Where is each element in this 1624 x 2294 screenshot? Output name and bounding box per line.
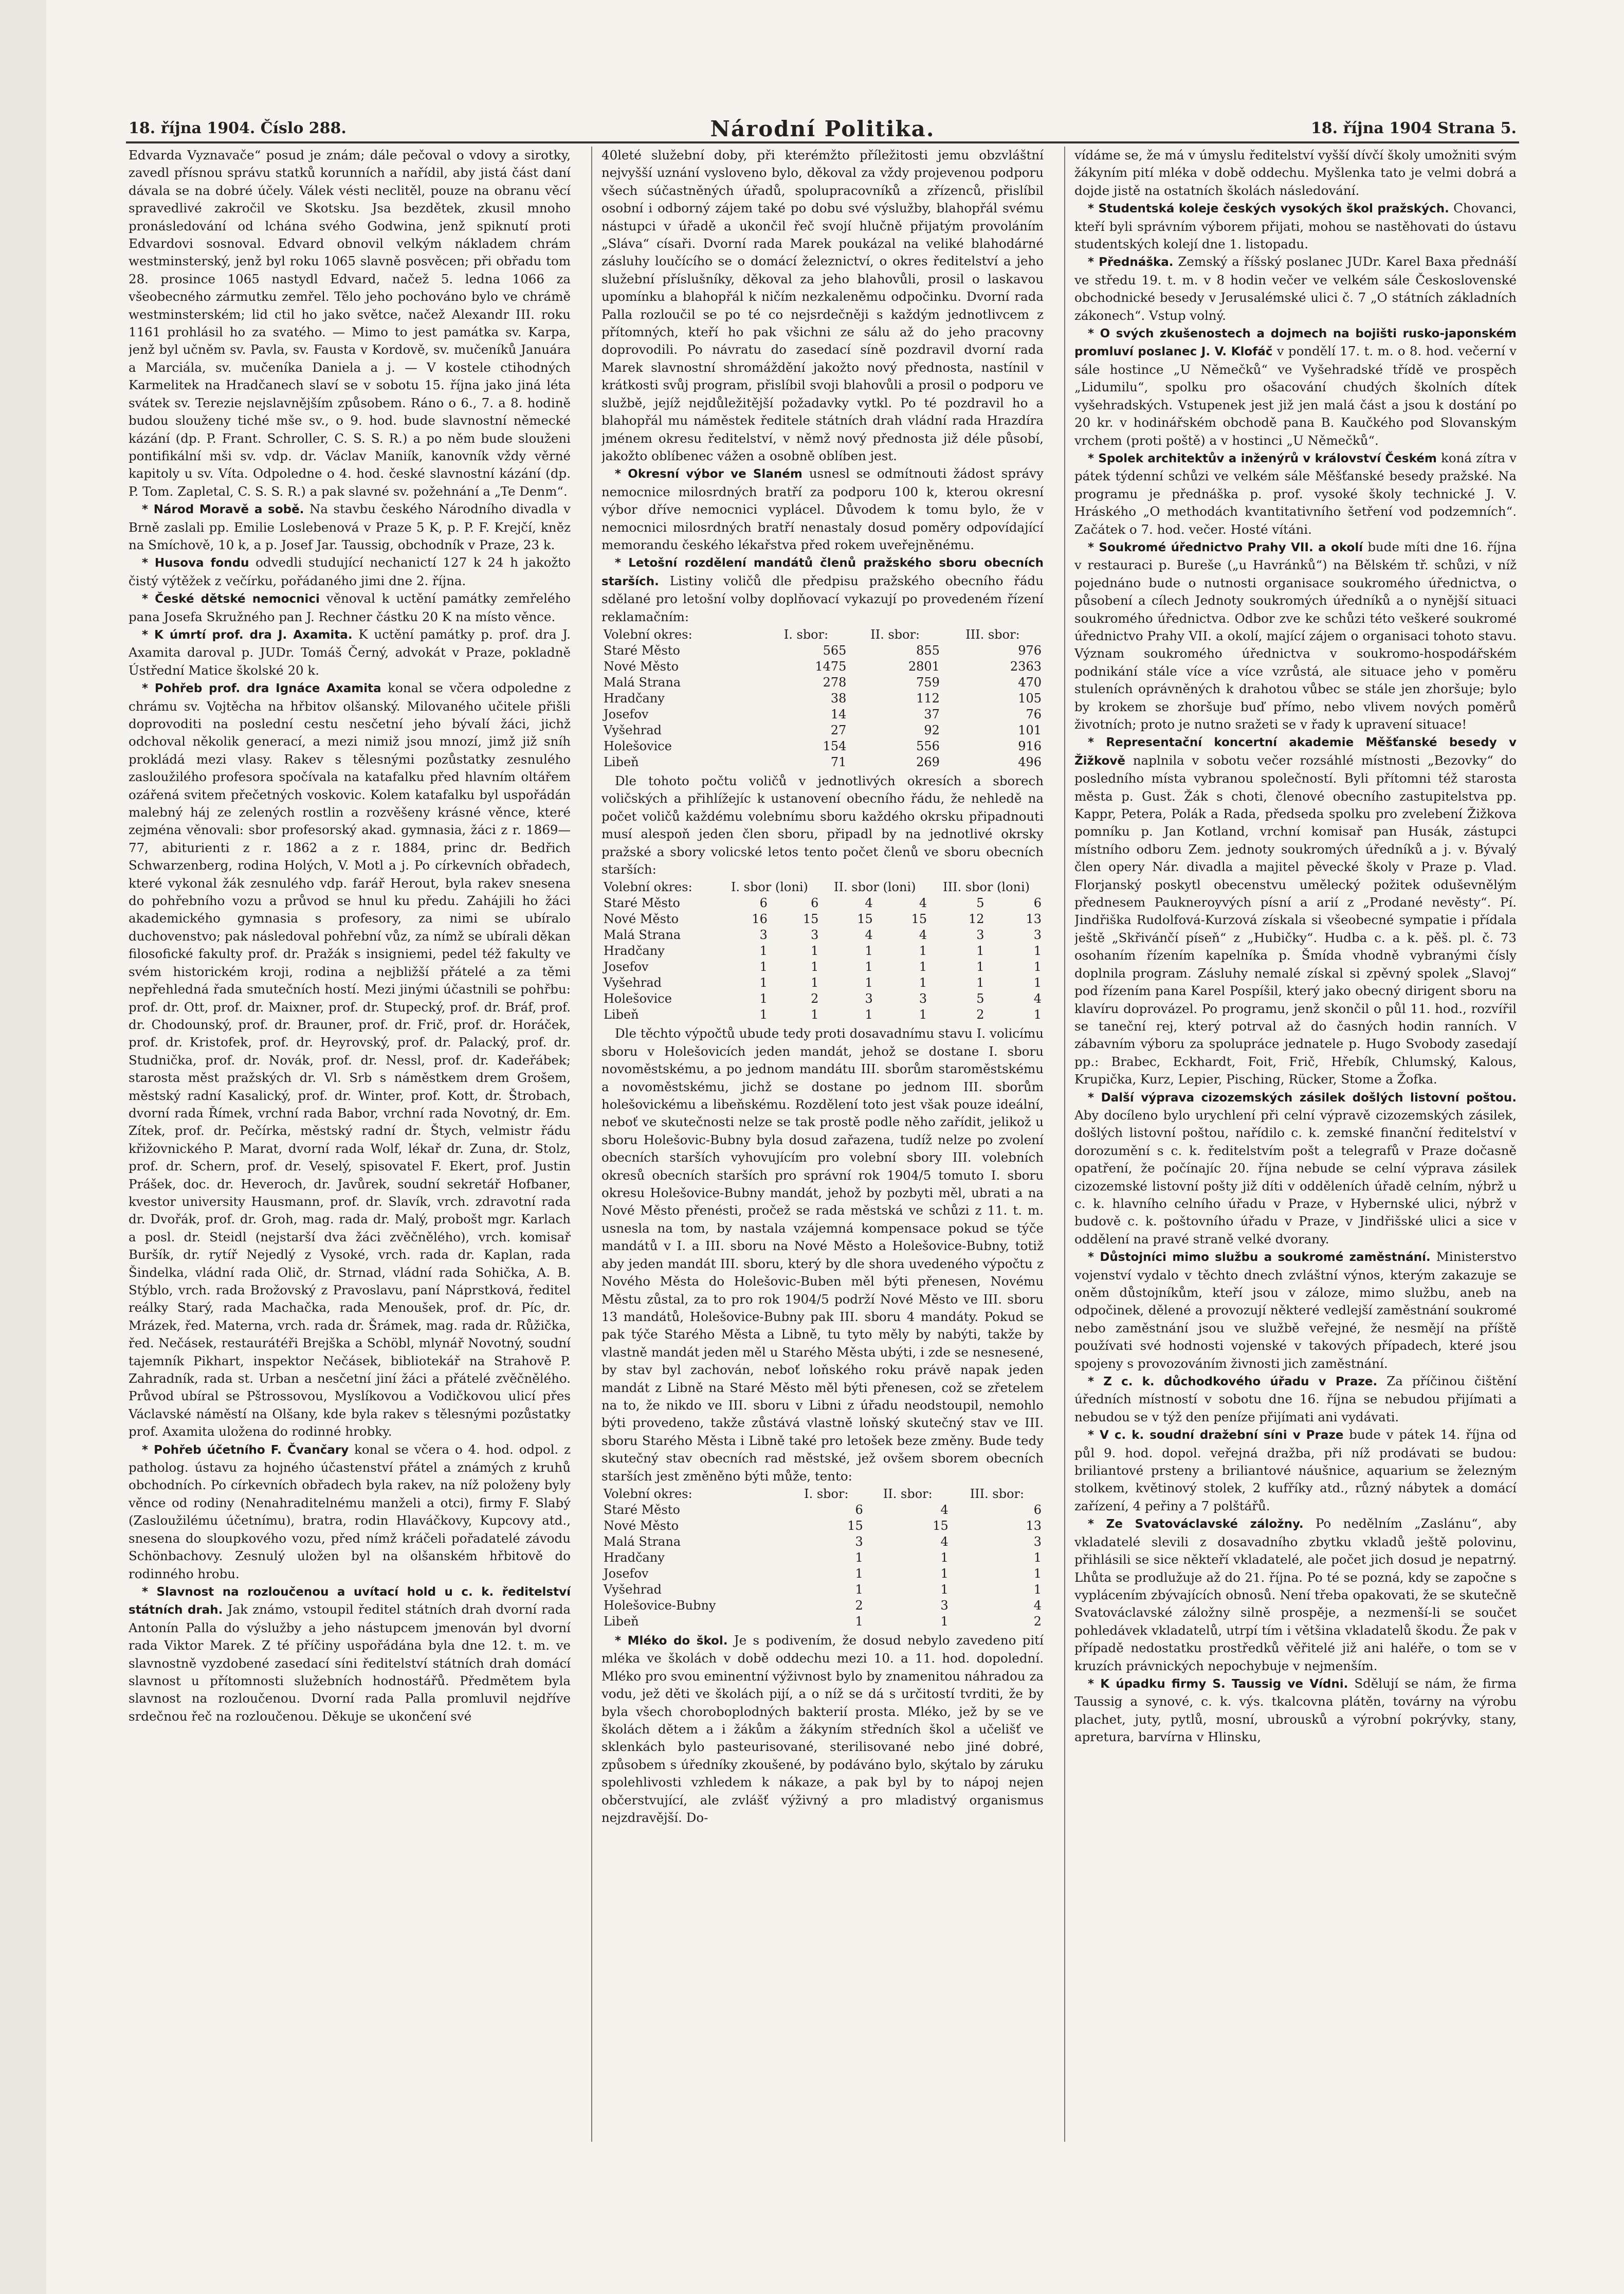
table-cell: 1 [1033,1566,1042,1581]
table-cell: 27 [830,722,847,737]
table-row [601,895,1044,911]
table-row [601,1598,1044,1614]
article [1074,1372,1517,1426]
article-text: naplnila v sobotu večer rozsáhlé místnosti „Bezovky“ do posledního místa vybranou společností. Byli přítomni též starosta města p. Gust. Žák s choti, členové obecního zastupitelstva pp. Kappr, Petera, Polák a Rada, předseda spolku pro zvelebení Žižkova pomníku p. Jan Kotland, vrchní komisař pan Husák, zástupci místního odboru Zem. jednoty soukromých úředníků a j. v. Bývalý člen opery Nár. divadla a majitel pěvecké školy v Praze p. Vlad. Florjanský poskytl obecenstvu umělecký požitek oduševnělým přednesem Paukneroyvých písní a arií z „Prodané nevěsty“. Pí. Jindřiška Rudolfová-Kurzová získala si všeobecné sympatie i přídala ještě „Skřivánčí píseň“ z „Hubičky“. Hudba c. a k. pěš. pl. č. 73 osohaním řízením kapelníka p. Šmída vhodně vybranými čísly doplnila program. Zásluhy nemalé získal si zpěvný spolek „Slavoj“ pod řízením pana Karel Pospíšil, který jako obecný dirigent sboru na klavíru doprovázel. Po programu, jenž skončil o půl 11. hod., rozvířil se taneční rej, který potrval až do časných hodin ranních. V zábavním výboru za spolupráce jednatele p. Hugo Svobody zasedají pp.: Brabec, Eckhardt, Foit, Frič, Hřebík, Chlumský, Kalous, Krupička, Kurz, Lepier, Pisching, Rücker, Stome a Žofka. [1074,752,1517,1087]
table-row [601,643,1044,659]
table-header-row [601,627,1044,643]
article-text: Dle tohoto počtu voličů v jednotlivých okresích a sborech voličských a přihlížejíc k ustanovení obecního řádu, že nehledě na počet voličů každému volebnímu sboru každého okrsku připadnouti musí alespoň jeden člen sboru, připadl by na jednotlivé okrsky pražské a sbory volicské letos tento počet členů ve sboru obecních starších: [601,773,1044,877]
table-row [601,754,1044,770]
mandate-distribution-table [601,879,1044,1023]
table-cell: 1 [1033,960,1042,974]
table-cell: 2363 [1010,659,1042,674]
table-cell: Vyšehrad [604,1582,662,1597]
table-cell: 4 [940,1534,948,1549]
table-header-row [601,1486,1044,1502]
table-header-cell: III. sbor: [965,627,1020,642]
article [601,1632,1044,1827]
table-cell: 6 [811,896,819,911]
article-text: bude v pátek 14. října od půl 9. hod. dopol. veřejná dražba, při níž prodávati se budou: briliantové prsteny a briliantové náušnice, aquarium se železným stolkem, květinový stolek, 2 kufříky atd., různý nábytek a domácí zařízení, 4 peřiny a 7 polštářů. [1074,1427,1517,1513]
table-cell: 1 [759,960,768,974]
article [1074,1248,1517,1372]
table-cell: Nové Město [604,1518,679,1533]
column-divider [1064,147,1065,2142]
table-cell: 759 [916,675,940,690]
table-header-cell: I. sbor: [783,627,829,642]
table-cell: Staré Město [604,896,680,911]
article-heading: * Z c. k. důchodkového úřadu v Praze. [1088,1375,1378,1389]
article [1074,200,1517,253]
article-text: Na stavbu českého Národního divadla v Brně zaslali pp. Emilie Loslebenová v Praze 5 K, p. P. F. Krejčí, kněz na Smíchově, 10 k, a p. Josef Jar. Taussig, obchodník v Praze, 23 k. [129,501,571,552]
table-row [601,659,1044,675]
column-divider [591,147,592,2142]
table-cell: 2 [811,991,819,1006]
voter-count-table [601,627,1044,770]
article [1074,1089,1517,1249]
article-text: konal se včera o 4. hod. odpol. z patholog. ústavu za hojného účastenství přátel a známých z kruhů obchodních. Po církevních obřadech byla rakev, na níž položeny byly věnce od rodiny (Nenahraditelnému manželi a otci), firmy F. Slabý (Zasloužilému účetnímu), bratra, rodin Hlaváčkovy, Kupcovy atd., snesena do sloupkového vozu, před nímž kráčeli pořadatelé závodu Schönbachovy. Zesnulý uložen byl na olšanském hřbitově do rodinného hrobu. [129,1441,571,1581]
article-heading: * Pohřeb prof. dra Ignáce Axamita [142,682,381,696]
article-text: koná zítra v pátek týdenní schůzi ve velkém sále Měšťanské besedy pražské. Na programu je přednáška p. prof. vysoké školy technické J. V. Hráského „O methodách kvantitativního šetření vod podzemních“. Začátek o 7. hod. večer. Hosté vítáni. [1074,450,1517,537]
table-cell: 3 [759,928,768,943]
table-cell: Libeň [604,1614,639,1629]
table-header-cell: Volební okres: [604,880,692,895]
table-cell: 6 [759,896,768,911]
column-2 [601,147,1044,2157]
article-heading: * K úpadku firmy S. Taussig ve Vídni. [1088,1677,1348,1691]
table-cell: 15 [911,912,927,927]
table-cell: 71 [830,754,847,769]
article-text: Aby docíleno bylo urychlení při celní výpravě cizozemských zásilek, došlých listovní poštou, nařídilo c. k. zemské finanční ředitelství v dorozumění s c. k. ředitelstvím pošt a telegrafů v Praze dočasně opatření, že počínajíc 20. října nebude se celní výprava zásilek cizozemské listovní pošty již díti v odděleních úřadě celním, nýbrž u c. k. hlavního celního úřadu v Praze, v Hybernské ulici, nýbrž v budově c. k. poštovního úřadu v Praze, v Jindřišské ulici a sice v oddělení na pravé straně velké dvorany. [1074,1107,1517,1247]
table-cell: 1 [976,960,984,974]
table-cell: 1 [976,976,984,990]
table-cell: Hradčany [604,691,665,706]
table-cell: 6 [855,1502,863,1517]
table-row [601,1007,1044,1023]
table-cell: 278 [823,675,847,690]
table-header-cell: I. sbor: [804,1486,849,1501]
article-heading: * V c. k. soudní dražební síni v Praze [1088,1429,1344,1442]
table-header-cell: II. sbor: [870,627,920,642]
table-cell: Nové Město [604,912,679,927]
article [1074,324,1517,449]
article-heading: * K úmrtí prof. dra J. Axamita. [142,628,353,642]
table-cell: 1 [759,991,768,1006]
article-text: v pondělí 17. t. m. o 8. hod. večerní v sále hostince „U Němečků“ ve Vyšehradské třídě ve prospěch „Lidumilu“, spolku pro ošacování chudých školních dítek vyšehradských. Vstupenek jest již jen malá část a jsou k dostání po 20 kr. v hodinářském obchodě pana B. Kaučkého pod Slovanským vrchem (proti poště) a v hostinci „U Němečků“. [1074,344,1517,448]
table-cell: 1 [811,976,819,990]
table-cell: 5 [976,896,984,911]
table-cell: 1 [1033,976,1042,990]
table-cell: Holešovice [604,738,672,753]
table-cell: 4 [1033,1598,1042,1613]
table-header-cell: Volební okres: [604,627,692,642]
table-row [601,1534,1044,1550]
article [129,500,571,554]
article-text: Edvarda Vyznavače“ posud je znám; dále pečoval o vdovy a sirotky, zavedl přísnou správu statků korunních a nařídil, aby jistá část daní dávala se na dobré účely. Válek vésti neclitěl, pouze na obranu věcí spravedlivé zakročil ve Skotsku. Jsa bezdětek, zkusil mnoho pronásledování od lchána svého Godwina, jenž spiknutí proti Edvardovi sosnoval. Edvard obnovil velkým nákladem chrám westminsterský, jenž byl roku 1065 slavně posvěcen; při obřadu tom 28. prosince 1065 nastydl Edvard, načež 5. ledna 1066 za všeobecného zármutku zemřel. Tělo jeho pochováno bylo ve chrámě westminsterském; lid ctil ho jako světce, načež Alexandr III. roku 1161 prohlásil ho za svatého. — Mimo to jest památka sv. Karpa, jenž byl učněm sv. Pavla, sv. Fausta v Kordově, sv. mučeníků Januára a Marciála, sv. mučeníka Daniela a j. — V kostele ctihodných Karmelitek na Hradčanech slaví se v sobotu 15. října jako jiná léta svátek sv. Terezie nejslavnějším způsobem. Ráno o 6., 7. a 8. hodině budou slouženy tiché mše sv., o 9. hod. bude slavnostní německé kázání (dp. P. Frant. Schroller, C. S. S. R.) a po něm bude slouženi pontifikální mši sv. vdp. dr. Václav Maniík, kanovník vždy věrné kapitoly u sv. Víta. Odpoledne o 4. hod. české slavnostní kázání (dp. P. Tom. Zapletal, C. S. S. R.) a pak slavné sv. požehnání a „Te Denm“. [129,148,571,499]
table-cell: 556 [916,738,940,753]
table-header-cell: III. sbor: [970,1486,1025,1501]
table-cell: 470 [1018,675,1042,690]
article-heading: * Přednáška. [1088,256,1174,269]
table-cell: 76 [1026,707,1042,721]
table-cell: 1 [855,1582,863,1597]
table-cell: Holešovice-Bubny [604,1598,716,1613]
article [1074,1675,1517,1746]
article-text: Dle těchto výpočtů ubude tedy proti dosavadnímu stavu I. volicímu sboru v Holešovicích jeden mandát, jehož se dostane I. sboru novoměstskému, a po jednom mandátu III. sborům staroměstskému a novoměstskému, jichž se dostane po jednom III. sborům holešovickému a libeňskému. Rozdělení toto jest však pouze ideální, neboť ve skutečnosti nelze se tak prostě podle něho zařídit, jelikož u sboru Holešovic-Bubny byla dosud zařazena, tudíž nelze po zvolení obecních starších vyhovujícím pro volební sbory III. volebních okresů obecních starších pro správní rok 1904/5 tomuto I. sboru okresu Holešovice-Bubny mandát, jehož by pozbyti měl, ubrati a na Nové Město přenésti, pročež se rada městská ve schůzi z 11. t. m. usnesla na tom, by nastala vzájemná kompensace pokud se týče mandátů v I. a III. sboru na Nové Město a Holešovice-Bubny, totiž aby jeden mandát III. sboru, který by dle shora uvedeného výpočtu z Nového Města do Holešovic-Buben měl býti přenesen, Novému Městu zůstal, za to pro rok 1904/5 podrží Nové Město ve III. sboru 13 mandátů, Holešovice-Bubny pak III. sboru 4 mandáty. Pokud se pak týče Starého Města a Libně, tu tyto měly by nabýti, takže by vlastně mandát jeden měl u Starého Města ubýti, i zde se nesnesené, by stav byl zachován, neboť loňského roku právě napak jeden mandát z Libně na Staré Město měl býti přenesen, což se zřetelem na to, že nikdo ve III. sboru v Libni z úřadu neodstoupil, nemohlo býti provedeno, takže zůstává vlastně loňský skutečný stav ve III. sboru Starého Města i Libně také pro letošek beze změny. Bude tedy skutečný stav obecních rad městské, jež ovšem sborem obecních starších jest změněno býti může, tento: [601,1026,1044,1484]
article-heading: * Soukromé úřednictvo Prahy VII. a okolí [1088,540,1363,554]
article-text: odvedli studující nechanictí 127 k 24 h jakožto čistý výtěžek z večírku, pořádaného jimi dne 2. října. [129,555,571,588]
table-header-cell: II. sbor (loni) [834,880,916,895]
page-margin [0,0,46,2294]
table-cell: Malá Strana [604,928,681,943]
article-heading: * Spolek architektův a inženýrů v království Českém [1088,451,1437,465]
article-text: konal se včera odpoledne z chrámu sv. Vojtěcha na hřbitov olšanský. Milovaného učitele přišli doprovoditi na poslední cestu nesčetní jeho bývalí žáci, jichž odchoval několik generací, a mezi nimiž jsou mnozí, jimž již sníh prokládá mezi vlasy. Rakev s tělesnými pozůstatky zesnulého zasloužilého profesora spočívala na katafalku před hlavním oltářem ozářená svitem přečetných voskovic. Kolem katafalku byl uspořádán malebný háj ze zelených rostlin a rozvěšeny krásné věnce, které zejména věnovali: sbor profesorský akad. gymnasia, žáci z r. 1869—77, abiturienti z r. 1862 a z r. 1884, princ dr. Bedřich Schwarzenberg, rodina Holých, V. Motl a j. Po církevních obřadech, které vykonal žák zesnulého vdp. farář Herout, byla rakev snesena do pohřebního vozu a průvod se hnul ku předu. Zahájili ho žáci akademického gymnasia s profesory, za nimi se ubíralo duchovenstvo; pak následoval pohřební vůz, za nímž se ubírali děkan filosofické fakulty prof. dr. Pražák s insigniemi, pedel též fakulty ve svém historickém kroji, rodina a nejbližší přátelé a za těmi nepřehledná řada smutečních hostí. Mezi jinými účastnili se pohřbu: prof. dr. Ott, prof. dr. Maixner, prof. dr. Stupecký, prof. dr. Bráf, prof. dr. Chodounský, prof. dr. Brauner, prof. dr. Frič, prof. dr. Horáček, prof. dr. Kristofek, prof. dr. Heyrovský, prof. dr. Palacký, prof. dr. Studnička, prof. dr. Novák, prof. dr. Nessl, prof. dr. Kadeřábek; starosta měst pražských dr. Vl. Srb s náměstkem drem Grošem, městský radní Kasalický, prof. dr. Winter, prof. Kott, dr. Štrobach, dvorní rada Římek, vrchní rada Babor, vrchní rada Novotný, dr. Em. Zítek, prof. dr. Pečírka, městský radní dr. Štych, velmistr řádu křižovnického P. Marat, dvorní rada Wolf, lékař dr. Zuna, dr. Stolz, prof. dr. Schern, prof. dr. Veselý, spisovatel F. Ekert, prof. Justin Prášek, doc. dr. Heveroch, dr. Javůrek, soudní sekretář Hofbaner, kvestor university Hausmann, prof. dr. Slavík, vrch. zdravotní rada dr. Dvořák, prof. dr. Groh, mag. rada dr. Malý, probošt mgr. Karlach a posl. dr. Steidl (nejstarší dva žáci zvěčnělého), vrch. komisař Buršík, dr. rytíř Nejedlý z Vysoké, vrch. rada dr. Kaplan, rada Šindelka, vládní rada Olič, dr. Strnad, vládní rada Sohička, A. B. Stýblo, vrch. rada Brožovský z Pravoslavu, paní Náprstková, ředitel reálky Starý, rada Machačka, rada Menoušek, prof. dr. Píc, dr. Mrázek, řed. Materna, vrch. rada dr. Šrámek, mag. rada dr. Růžička, řed. Nečásek, restaurátéři Brejška a Schöbl, mlynář Novotný, soudní tajemník Pikhart, inspektor Nečásek, bibliotekář na Strahově P. Zahradník, rada st. Urban a nesčetní jiní žáci a přátelé zvěčnělého. Průvod ubíral se Pštrossovou, Myslíkovou a Vodičkovou ulicí přes Václavské náměstí na Olšany, kde byla rakev s tělesnými pozůstatky prof. Axamita uložena do rodinné hrobky. [129,680,571,1439]
table-row [601,675,1044,691]
table-cell: 3 [811,928,819,943]
article-heading: * Další výprava cizozemských zásilek došlých listovní poštou. [1088,1091,1517,1105]
table-row [601,975,1044,991]
table-cell: 1 [759,1007,768,1022]
table-cell: 2 [855,1598,863,1613]
table-cell: 15 [857,912,873,927]
article-heading: * Důstojníci mimo službu a soukromé zaměstnání. [1088,1251,1431,1265]
article [1074,449,1517,538]
article-heading: * Letošní rozdělení mandátů členů pražského sboru obecních starších. [601,556,1044,588]
table-row [601,943,1044,959]
table-row [601,738,1044,754]
table-row [601,911,1044,927]
article-heading: * Representační koncertní akademie Měšťanské besedy v Žižkově [1074,736,1517,768]
article [129,554,571,590]
table-row [601,959,1044,975]
table-row [601,1550,1044,1566]
table-cell: 5 [976,991,984,1006]
table-row [601,691,1044,707]
table-cell: 12 [969,912,984,927]
article [129,626,571,679]
final-mandate-table [601,1486,1044,1630]
table-cell: Vyšehrad [604,722,662,737]
article-heading: * Pohřeb účetního F. Čvančary [142,1443,349,1457]
table-cell: 3 [855,1534,863,1549]
table-cell: 154 [823,738,847,753]
article-heading: * Ze Svatováclavské záložny. [1088,1518,1304,1531]
table-cell: 4 [919,928,927,943]
table-cell: Josefov [604,1566,649,1581]
table-header-row [601,879,1044,895]
table-cell: 15 [847,1518,863,1533]
table-cell: 1475 [815,659,847,674]
article [129,1583,571,1725]
table-cell: 1 [976,944,984,959]
table-cell: Josefov [604,707,649,721]
table-cell: 2 [1033,1614,1042,1629]
table-cell: 3 [919,991,927,1006]
table-cell: 6 [1033,896,1042,911]
table-cell: Staré Město [604,1502,680,1517]
table-cell: 16 [752,912,768,927]
article-text: Sdělují se nám, že firma Taussig a synové, c. k. výs. tkalcovna plátěn, továrny na výrobu plachet, juty, pytlů, mosní, ubrousků a výrobní pokrývky, stany, apretura, barvírna v Hlinsku, [1074,1675,1517,1745]
article-text: bude míti dne 16. října v restauraci p. Bureše („u Havránků“) na Bělském tř. schůzi, v níž pojednáno bude o nutnosti organisace soukromého úřednictva, o působení a cílech Jednoty soukromých úředníků a o nynější situaci soukromého úřednictva. Odbor zve ke schůzi této veškeré soukromé úřednictvo Prahy VII. a okolí, mající zájem o organisaci tohoto stavu. Význam soukromého úřednictva v soukromo-hospodářském podnikání stále více a více vzrůstá, ale situace jeho v poměru stuleních oprávněných k drahotou vůbec se stále jen zhoršuje; bylo by krokem se zhoršuje buď přímo, nebo vlivem nových poměrů životních; proto je nutno sražeti se v řady k upravení situace! [1074,539,1517,732]
table-cell: 4 [1033,991,1042,1006]
table-cell: 13 [1026,912,1042,927]
table-cell: 1 [855,1550,863,1565]
article-text: věnoval k uctění památky zemřelého pana Josefa Skružného pan J. Rechner částku 20 K na místo věnce. [129,591,571,624]
article-heading: * Slavnost na rozloučenou a uvítací hold u c. k. ředitelství státních drah. [129,1585,571,1617]
header-date-page: 18. října 1904 Strana 5. [1310,119,1517,137]
article [129,679,571,1440]
table-cell: 1 [1033,1007,1042,1022]
article-text: Ministerstvo vojenství vydalo v těchto dnech zvláštní výnos, kterým zakazuje se oněm důstojníkům, kteří jsou v záloze, mimo službu, aneb na odpočinek, dělené a provozují některé vedlejší zaměstnání soukromé nebo zaměstnání jsou ve službě veřejné, že nesmějí na příště používati své hodnosti vojenské v takových případech, které jsou spojeny s provozováním živnosti jich zaměstnání. [1074,1249,1517,1371]
table-header-cell: III. sbor (loni) [943,880,1030,895]
table-cell: 3 [865,991,873,1006]
article-heading: * Národ Moravě a sobě. [142,503,304,517]
table-cell: 1 [919,1007,927,1022]
table-cell: 37 [924,707,940,721]
table-cell: 1 [940,1614,948,1629]
table-cell: Hradčany [604,1550,665,1565]
article-text: Chovanci, kteří byli správním výborem přijati, mohou se nastěhovati do ústavu studentských kolejí dne 1. listopadu. [1074,201,1517,252]
article [601,554,1044,626]
article [129,590,571,626]
article-text: Po nedělním „Zaslánu“, aby vkladatelé slevili z dosavadního zbytku vkladů ještě polovinu, přihlásili se sice někteří vkladatelé, ale počet jich dosud je nepatrný. Lhůta se prodlužuje až do 21. října. Po té se pozná, kdy se započne s vyplácením zbývajících obnosů. Není třeba opakovati, že se skutečně Svatováclavské záložny silně prospěje, a nezmenší-li se součet pohledávek vkladatelů, utrpí tím i většina vkladatelů škodu. Že pak v případě nedostatku prostředků věřitelé již ani haléře, o tom se v kruzích právnických nepochybuje v nejmenším. [1074,1516,1517,1673]
table-cell: Holešovice [604,991,672,1006]
article-heading: * Husova fondu [142,556,249,570]
table-cell: 496 [1018,754,1042,769]
article-heading: * Mléko do škol. [615,1634,728,1648]
column-1 [129,147,571,2157]
article-text: Je s podivením, že dosud nebylo zavedeno pití mléka ve školách v době oddechu mezi 10. a 11. hod. dopolední. Mléko pro svou eminentní výživnost bylo by znamenitou náhradou za vodu, jež děti ve školách pijí, a o níž se dá s určitostí tvrditi, že by byla všech choroboplodných bakterií prosta. Mléko, jež by se ve školách dětem a i žákům a žákyním středních škol a učelišť ve sklenkách bylo pasteurisované, sterilisované nebo jiné dobré, způsobem s úředníky zkoušené, by podáváno bylo, skýtalo by záruku spolehlivosti vzhledem k nákaze, a pak byl by to nápoj nejen občerstvující, ale zvlášť výživný a pro mladistvý organismus nejzdravější. Do- [601,1632,1044,1826]
article-heading: * České dětské nemocnici [142,592,320,606]
table-row [601,722,1044,738]
table-cell: 1 [811,944,819,959]
table-cell: 92 [924,722,940,737]
table-cell: 4 [940,1502,948,1517]
article-text: 40leté služební doby, při kterémžto příležitosti jemu obzvláštní nejvyšší uznání vysloveno bylo, děkoval za vždy projevenou podporu všech súčastněných úřadů, spolupracovníků a zřízenců, přislíbil osobní i odborný zájem také po dobu své výslužby, blahopřál svému nástupci v úřadě a ukončil řeč svojí hlučně přijatým provoláním „Sláva“ císaři. Dvorní rada Marek poukázal na veliké blahodárné zásluhy loučícího se o domácí železnictví, o okres ředitelství a jeho služební příslušníky, děkoval za jeho blahovůli, prosil o laskavou upomínku a blahopřál k ničím nezkaleněmu odpočinku. Dvorní rada Palla rozloučil se po té co nejsrdečněji s každým jednotlivcem z přítomných, kteří ho pak všichni ze sálu až do jeho pracovny doprovodili. Po návratu do zasedací síně pozdravil dvorní rada Marek slavnostní shromáždění jakožto nový přednosta, nastínil v krátkosti svůj program, přislíbil svoji blahovůli a prosil o podporu ve službě, jejíž nejdůležitější požadavky vytkl. Po té pozdravil ho a blahopřál mu náměstek ředitele státních drah vládní rada Hrazdíra jménem okresu ředitelství, v němž nový přednosta již déle působí, jakožto oblíbenec vážen a osobně oblíben jest. [601,148,1044,463]
table-cell: 1 [855,1566,863,1581]
table-cell: 1 [811,960,819,974]
table-header-cell: I. sbor (loni) [731,880,808,895]
article-text: Zemský a říšský poslanec JUDr. Karel Baxa přednáší ve středu 19. t. m. v 8 hodin večer ve velkém sále Československé obchodnické besedy v Jerusalémské ulici č. 7 „O státních základních zákonech“. Vstup volný. [1074,254,1517,323]
table-cell: 4 [865,896,873,911]
article-text: Listiny voličů dle předpisu pražského obecního řádu sdělané pro letošní volby doplňovací vykazují po provedeném řízení reklamačním: [601,573,1044,624]
table-cell: 1 [811,1007,819,1022]
table-header-cell: II. sbor: [883,1486,933,1501]
table-cell: 1 [919,944,927,959]
article-text: Za příčinou čištění úředních místností v sobotu dne 16. října se nebudou přijímati a nebudou se v týž den peníze přijímati ani vydávati. [1074,1374,1517,1424]
table-cell: Malá Strana [604,1534,681,1549]
article [129,1441,571,1583]
table-cell: 1 [1033,1550,1042,1565]
table-cell: Josefov [604,960,649,974]
table-row [601,1582,1044,1598]
table-cell: 38 [830,691,847,706]
table-cell: 1 [759,944,768,959]
table-row [601,1502,1044,1518]
table-cell: 1 [1033,1582,1042,1597]
article [1074,1515,1517,1675]
table-cell: 1 [919,960,927,974]
table-row [601,1566,1044,1582]
table-cell: 1 [1033,944,1042,959]
table-cell: Vyšehrad [604,976,662,990]
table-cell: 565 [823,643,847,658]
table-cell: 1 [940,1550,948,1565]
table-cell: Nové Město [604,659,679,674]
table-row [601,1518,1044,1534]
table-cell: 15 [802,912,819,927]
table-cell: 976 [1018,643,1042,658]
article-text: K uctění památky p. prof. dra J. Axamita daroval p. JUDr. Tomáš Černý, advokát v Praze, pokladně Ústřední Matice školské 20 k. [129,626,571,678]
table-cell: Staré Město [604,643,680,658]
table-cell: 3 [1033,1534,1042,1549]
table-cell: 4 [919,896,927,911]
article-heading: * O svých zkušenostech a dojmech na bojišti rusko-japonském promluví poslanec J. V. Klofáč [1074,327,1517,359]
table-row [601,927,1044,943]
table-cell: Libeň [604,1007,639,1022]
table-cell: 855 [916,643,940,658]
table-cell: 1 [919,976,927,990]
table-cell: 13 [1026,1518,1042,1533]
table-row [601,707,1044,722]
table-cell: 3 [976,928,984,943]
article [1074,733,1517,1088]
article-heading: * Studentská koleje českých vysokých škol pražských. [1088,202,1449,216]
table-cell: 269 [916,754,940,769]
masthead-title: Národní Politika. [710,116,935,141]
table-cell: 1 [865,976,873,990]
table-cell: 101 [1018,722,1042,737]
table-cell: 1 [865,944,873,959]
table-cell: 1 [865,960,873,974]
table-cell: Malá Strana [604,675,681,690]
table-cell: 3 [940,1598,948,1613]
table-cell: 4 [865,928,873,943]
table-cell: 14 [830,707,847,721]
table-cell: Hradčany [604,944,665,959]
table-row [601,991,1044,1007]
table-cell: Libeň [604,754,639,769]
article-heading: * Okresní výbor ve Slaném [615,467,802,481]
table-cell: 1 [940,1566,948,1581]
table-cell: 916 [1018,738,1042,753]
table-cell: 3 [1033,928,1042,943]
table-cell: 1 [865,1007,873,1022]
article-text: usnesl se odmítnouti žádost správy nemocnice milosrdných bratří za podporu 100 k, kterou okresní výbor dříve nemocnici vyplácel. Důvodem k tomu bylo, že v nemocnici milosrdných bratří nenastaly dosud poměry odpovídající memorandu českého lékařstva před rokem uveřejněnému. [601,466,1044,552]
table-cell: 6 [1033,1502,1042,1517]
article [1074,1426,1517,1515]
table-cell: 112 [916,691,940,706]
table-cell: 1 [759,976,768,990]
table-cell: 2 [976,1007,984,1022]
table-cell: 1 [940,1582,948,1597]
table-header-cell: Volební okres: [604,1486,692,1501]
column-3 [1074,147,1517,2157]
table-cell: 105 [1018,691,1042,706]
header-rule [126,141,1519,143]
table-cell: 2801 [908,659,940,674]
table-row [601,1614,1044,1630]
header-date-issue: 18. října 1904. Číslo 288. [129,119,346,137]
page-header [123,114,1522,145]
article [601,465,1044,554]
article-text: Jak známo, vstoupil ředitel státních drah dvorní rada Antonín Palla do výslužby a jeho nástupcem jmenován byl dvorní rada Viktor Marek. Z té příčiny uspořádána byla dne 12. t. m. ve slavnostně vyzdobené zasedací síni ředitelství státních drah domácí slavnost u přítomnosti služebních hodnostářů. Předmětem byla slavnost na rozloučenou. Dvorní rada Palla promluvil nejdříve srdečnou řeč na rozloučenou. Děkuje se ukončení své [129,1602,571,1724]
table-cell: 1 [855,1614,863,1629]
article-text: vídáme se, že má v úmyslu ředitelství vyšší dívčí školy umožniti svým žákyním pití mléka v době oddechu. Myšlenka tato je velmi dobrá a dojde jistě na ostatních školách následování. [1074,148,1517,198]
article [1074,253,1517,324]
table-cell: 15 [933,1518,948,1533]
article [1074,538,1517,733]
